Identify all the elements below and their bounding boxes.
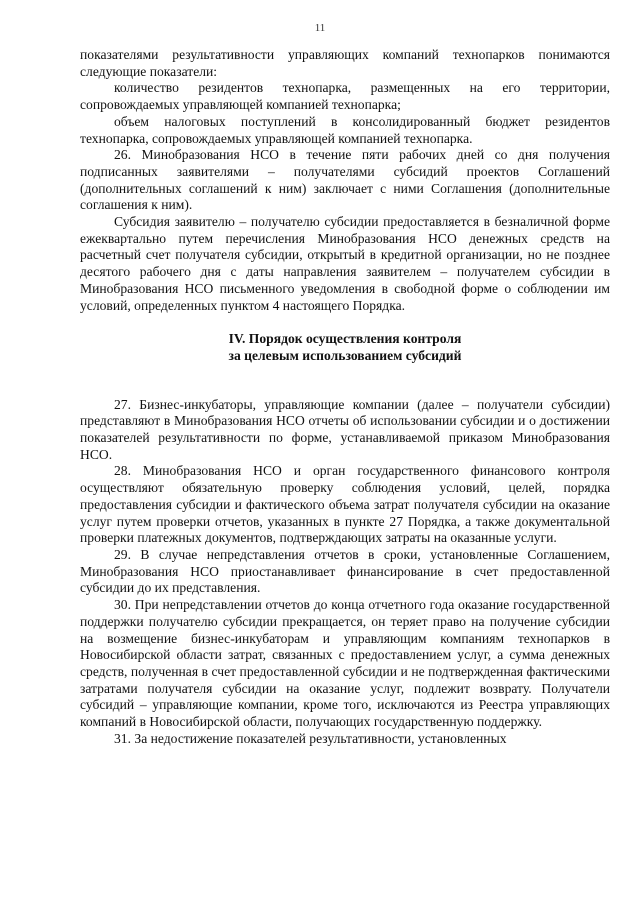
paragraph: 29. В случае непредставления отчетов в сроки, установленные Соглашением, Минобразования НСО приостанавливает финансирование в счет предоставленной субсидии до их представления. bbox=[80, 546, 610, 596]
paragraph: показателями результативности управляющих компаний технопарков понимаются следующие показатели: bbox=[80, 47, 610, 79]
paragraph: 31. За недостижение показателей результативности, установленных bbox=[114, 730, 507, 746]
paragraph: количество резидентов технопарка, размещенных на его территории, сопровождаемых управляющей компанией технопарка; bbox=[80, 80, 610, 113]
section-heading-line: IV. Порядок осуществления контроля bbox=[228, 331, 462, 347]
paragraph: 26. Минобразования НСО в течение пяти рабочих дней со дня получения подписанных заявителями – получателями субсидий проектов Соглашений (дополнительных соглашений к ним) заключает с ними Соглашения (дополнительные соглашения к ним). bbox=[80, 147, 610, 213]
paragraph: 27. Бизнес-инкубаторы, управляющие компании (далее – получатели субсидии) представляют в Минобразования НСО отчеты об использовании субсидии и о достижении показателей результативности по форме, устанавливаемой приказом Минобразования НСО. bbox=[80, 396, 610, 462]
paragraph: 28. Минобразования НСО и орган государственного финансового контроля осуществляют обязательную проверку соблюдения условий, целей, порядка предоставления субсидии и фактического объема затрат получателя субсидии на оказание услуг путем проверки отчетов, указанных в пункте 27 Порядка, а также документальной проверки платежных документов, подтверждающих затраты на оказанные услуги. bbox=[80, 463, 610, 546]
paragraph: 30. При непредставлении отчетов до конца отчетного года оказание государственной поддержки получателю субсидии прекращается, он теряет право на получение субсидии на возмещение бизнес-инкубаторам и управляющим компаниям технопарков в Новосибирской области затрат, связанных с предоставлением услуг, а сумма денежных средств, полученная в счет предоставленной субсидии и не подтвержденная фактическими затратами получателя субсидии на оказание услуг, подлежит возврату. Получатели субсидий – управляющие компании, кроме того, исключаются из Реестра управляющих компаний в Новосибирской области, получающих государственную поддержку. bbox=[80, 597, 610, 730]
page-number: 11 bbox=[314, 22, 326, 34]
document-body bbox=[80, 47, 610, 747]
paragraph: объем налоговых поступлений в консолидированный бюджет резидентов технопарка, сопровождаемых управляющей компанией технопарка. bbox=[80, 113, 610, 146]
spacer bbox=[80, 365, 610, 397]
section-heading-line: за целевым использованием субсидий bbox=[228, 347, 462, 363]
section-heading bbox=[80, 331, 610, 364]
paragraph: Субсидия заявителю – получателю субсидии предоставляется в безналичной форме ежеквартально путем перечисления Минобразования НСО денежных средств на расчетный счет получателя субсидии, открытый в кредитной организации, но не позднее десятого рабочего дня с даты направления заявителем – получателем субсидии в Минобразования НСО письменного уведомления в свободной форме о соблюдении им условий, определенных пунктом 4 настоящего Порядка. bbox=[80, 214, 610, 313]
